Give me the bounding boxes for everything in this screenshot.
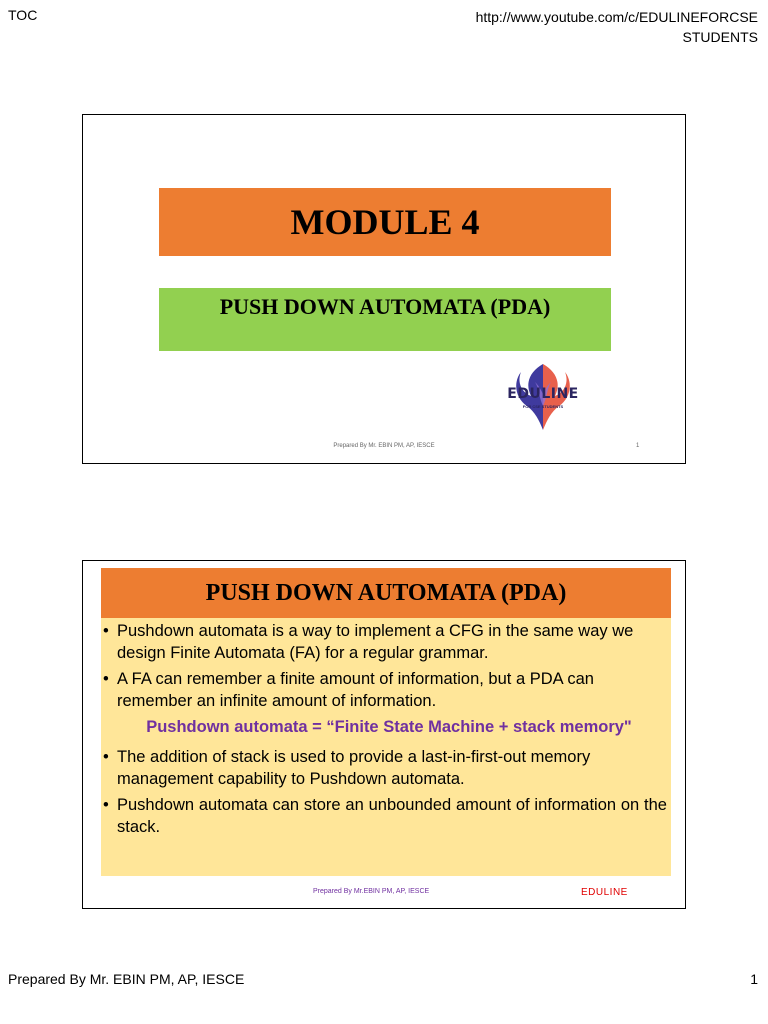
bullet-dot-icon: • xyxy=(103,622,109,640)
slide-1-footer: Prepared By Mr. EBIN PM, AP, IESCE xyxy=(333,443,435,449)
header-left: TOC xyxy=(8,7,38,23)
logo-subtext: FOR CSE STUDENTS xyxy=(522,404,564,409)
bullet-item xyxy=(101,620,667,664)
page-footer-credit: Prepared By Mr. EBIN PM, AP, IESCE xyxy=(8,971,245,987)
slide-2-body xyxy=(101,618,671,876)
header-url: http://www.youtube.com/c/EDULINEFORCSE xyxy=(475,9,758,25)
bullet-item xyxy=(101,668,667,712)
slide-1 xyxy=(82,114,686,464)
header-right xyxy=(418,7,758,47)
eduline-logo xyxy=(495,362,591,432)
slide-2-title: PUSH DOWN AUTOMATA (PDA) xyxy=(101,568,671,618)
bullet-text: Pushdown automata is a way to implement a CFG in the same way we design Finite Automata (FA) for a regular grammar. xyxy=(117,622,634,662)
bullet-dot-icon: • xyxy=(103,670,109,688)
module-subtitle: PUSH DOWN AUTOMATA (PDA) xyxy=(159,288,611,351)
bullet-item xyxy=(101,746,667,790)
bullet-text: A FA can remember a finite amount of information, but a PDA can remember an infinite amount of information. xyxy=(117,670,594,710)
header-url-cont: STUDENTS xyxy=(682,29,758,45)
bullet-dot-icon: • xyxy=(103,796,109,814)
bullet-text: Pushdown automata can store an unbounded amount of information on the stack. xyxy=(117,796,667,836)
slide-2-brand: EDULINE xyxy=(581,887,628,898)
bullet-text: The addition of stack is used to provide a last-in-first-out memory management capability to Pushdown automata. xyxy=(117,748,591,788)
bullet-item xyxy=(101,794,667,838)
module-title: MODULE 4 xyxy=(159,188,611,256)
pda-definition: Pushdown automata = “Finite State Machine + stack memory" xyxy=(146,718,632,736)
slide-1-page-number: 1 xyxy=(636,443,640,449)
slide-2 xyxy=(82,560,686,909)
slide-2-footer: Prepared By Mr.EBIN PM, AP, IESCE xyxy=(313,888,430,895)
bullet-dot-icon: • xyxy=(103,748,109,766)
logo-text: EDULINE xyxy=(507,386,579,402)
page-footer-number: 1 xyxy=(750,971,758,987)
